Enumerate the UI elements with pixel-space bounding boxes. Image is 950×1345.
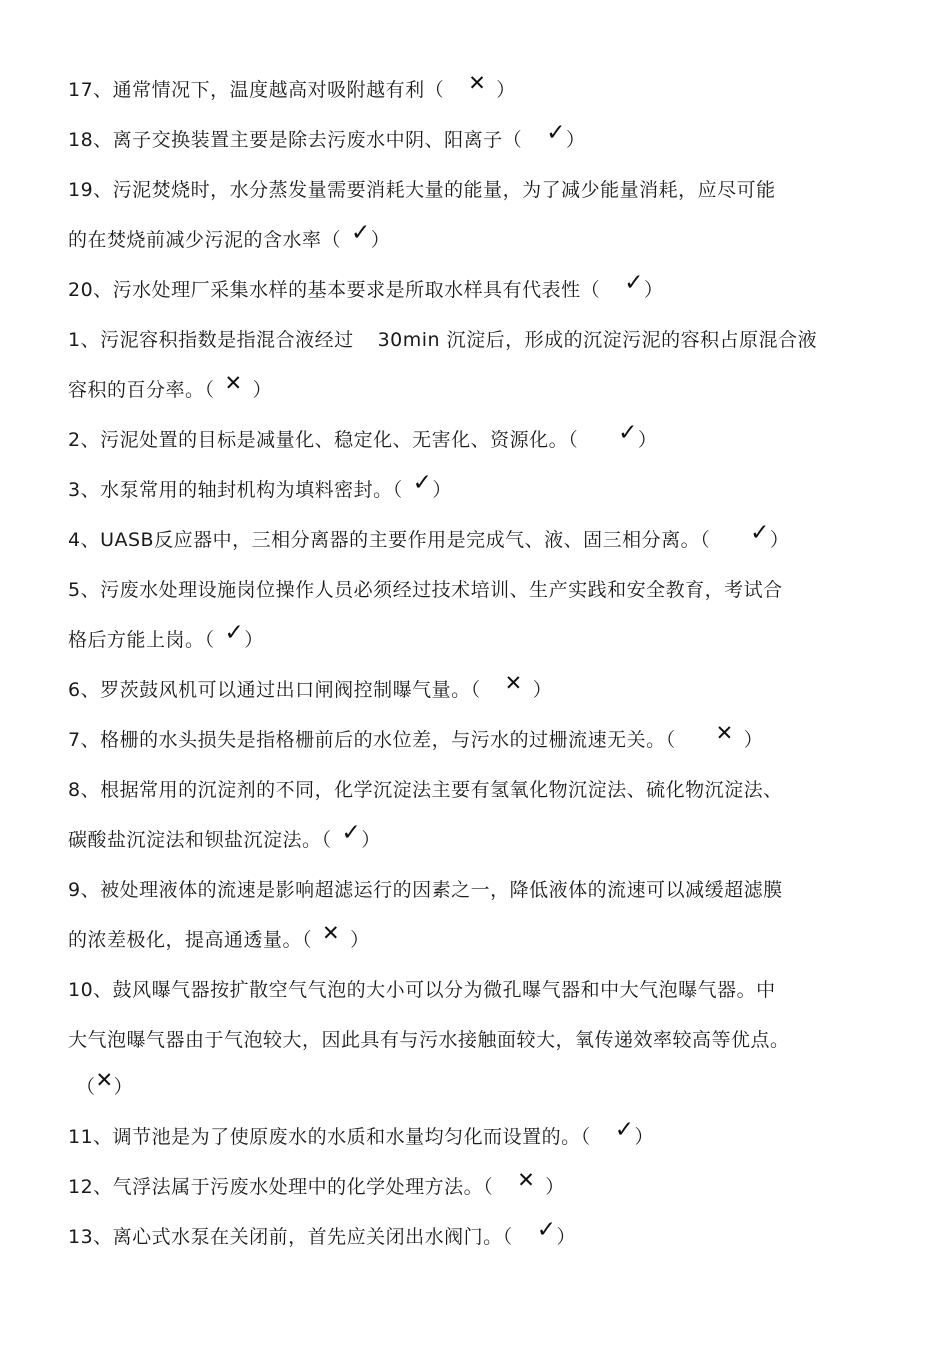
close-paren: ） — [496, 79, 516, 101]
close-paren: ） — [350, 929, 370, 951]
question-9-line-2 — [68, 921, 370, 952]
check-icon: ✓ — [624, 270, 644, 296]
close-paren: ） — [545, 1176, 565, 1198]
check-icon: ✓ — [750, 520, 770, 546]
close-paren: ） — [113, 1076, 134, 1098]
question-1-line-1 — [68, 328, 817, 352]
check-icon: ✓ — [351, 220, 371, 246]
close-paren: ） — [643, 279, 664, 301]
question-10-line-1 — [68, 978, 776, 1002]
close-paren: ） — [769, 529, 790, 551]
question-text: 6、罗茨鼓风机可以通过出口闸阀控制曝气量。（ — [68, 679, 481, 701]
question-13 — [68, 1217, 576, 1249]
question-20 — [68, 270, 664, 302]
question-text: 8、根据常用的沉淀剂的不同，化学沉淀法主要有氢氧化物沉淀法、硫化物沉淀法、 — [68, 779, 783, 801]
question-12 — [68, 1168, 565, 1199]
question-10-line-3 — [76, 1068, 134, 1099]
cross-icon: ✕ — [715, 721, 734, 745]
cross-icon: ✕ — [468, 71, 487, 95]
close-paren: ） — [370, 229, 391, 251]
question-11 — [68, 1117, 654, 1149]
close-paren: ） — [637, 429, 658, 451]
question-text: 容积的百分率。（ — [68, 379, 215, 401]
question-17 — [68, 71, 516, 102]
question-text: 12、气浮法属于污废水处理中的化学处理方法。（ — [68, 1176, 494, 1198]
question-6 — [68, 671, 553, 702]
close-paren: ） — [556, 1226, 576, 1248]
question-text: 的浓差极化，提高通透量。（ — [68, 929, 313, 951]
question-1-line-2 — [68, 371, 273, 402]
cross-icon: ✕ — [517, 1168, 536, 1192]
check-icon: ✓ — [412, 470, 433, 496]
cross-icon: ✕ — [224, 371, 243, 395]
close-paren: ） — [565, 129, 586, 151]
question-9-line-1 — [68, 878, 783, 902]
question-text: 10、鼓风曝气器按扩散空气气泡的大小可以分为微孔曝气器和中大气泡曝气器。中 — [68, 979, 776, 1001]
question-text: 格后方能上岗。（ — [68, 629, 215, 651]
close-paren: ） — [252, 379, 273, 401]
question-text: 2、污泥处置的目标是减量化、稳定化、无害化、资源化。（ — [68, 429, 579, 451]
question-8-line-1 — [68, 778, 783, 802]
question-text: 的在焚烧前减少污泥的含水率（ — [68, 229, 342, 251]
close-paren: ） — [532, 679, 553, 701]
question-text: 20、污水处理厂采集水样的基本要求是所取水样具有代表性（ — [68, 279, 601, 301]
check-icon: ✓ — [341, 820, 362, 846]
check-icon: ✓ — [546, 120, 566, 146]
question-text: 1、污泥容积指数是指混合液经过 — [68, 329, 354, 351]
cross-icon: ✕ — [504, 671, 523, 695]
question-text: 18、离子交换装置主要是除去污废水中阴、阳离子（ — [68, 129, 523, 151]
question-8-line-2 — [68, 820, 381, 852]
question-19-line-1 — [68, 178, 776, 202]
question-18 — [68, 120, 586, 152]
check-icon: ✓ — [614, 1117, 635, 1143]
question-10-line-2 — [68, 1028, 790, 1052]
question-2 — [68, 420, 658, 452]
cross-icon: ✕ — [322, 921, 341, 945]
question-text-cont: 30min 沉淀后，形成的沉淀污泥的容积占原混合液 — [377, 329, 818, 351]
question-text: 9、被处理液体的流速是影响超滤运行的因素之一，降低液体的流速可以减缓超滤膜 — [68, 879, 783, 901]
question-7 — [68, 721, 764, 752]
check-icon: ✓ — [618, 420, 638, 446]
question-text: 13、离心式水泵在关闭前，首先应关闭出水阀门。（ — [68, 1226, 513, 1248]
close-paren: ） — [634, 1126, 654, 1148]
question-text: 3、水泵常用的轴封机构为填料密封。（ — [68, 479, 403, 501]
question-text: 11、调节池是为了使原废水的水质和水量均匀化而设置的。（ — [68, 1126, 591, 1148]
question-3 — [68, 470, 452, 502]
question-text: 碳酸盐沉淀法和钡盐沉淀法。（ — [68, 829, 332, 851]
close-paren: ） — [361, 829, 381, 851]
close-paren: ） — [743, 729, 764, 751]
question-text: 大气泡曝气器由于气泡较大，因此具有与污水接触面较大，氧传递效率较高等优点。 — [68, 1029, 790, 1051]
check-icon: ✓ — [224, 620, 245, 646]
question-5-line-1 — [68, 578, 783, 602]
check-icon: ✓ — [536, 1217, 557, 1243]
question-4 — [68, 520, 790, 552]
question-text: 19、污泥焚烧时，水分蒸发量需要消耗大量的能量，为了减少能量消耗，应尽可能 — [68, 179, 776, 201]
close-paren: ） — [432, 479, 452, 501]
question-19-line-2 — [68, 220, 391, 252]
question-text: 5、污废水处理设施岗位操作人员必须经过技术培训、生产实践和安全教育，考试合 — [68, 579, 783, 601]
cross-icon: ✕ — [95, 1068, 114, 1092]
close-paren: ） — [244, 629, 264, 651]
question-text: 7、格栅的水头损失是指格栅前后的水位差，与污水的过栅流速无关。（ — [68, 729, 676, 751]
question-text: 4、UASB反应器中，三相分离器的主要作用是完成气、液、固三相分离。（ — [68, 529, 711, 551]
question-5-line-2 — [68, 620, 264, 652]
open-paren: （ — [76, 1076, 96, 1098]
question-text: 17、通常情况下，温度越高对吸附越有利（ — [68, 79, 445, 101]
